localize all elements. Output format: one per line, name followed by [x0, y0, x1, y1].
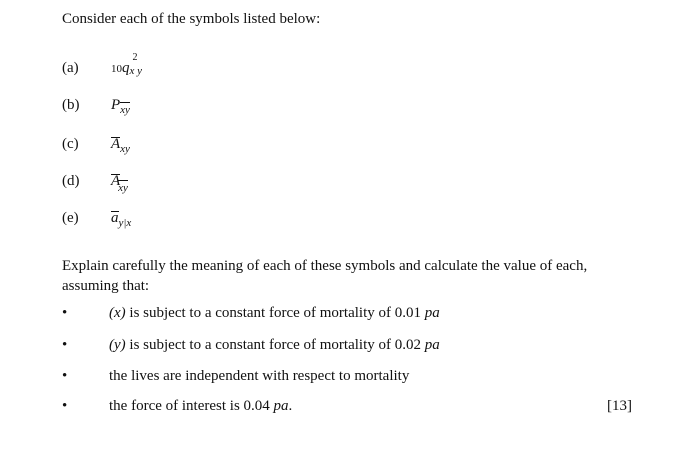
- symbol-a-base: q: [122, 60, 130, 76]
- marks-label: [13]: [607, 398, 632, 414]
- bullet-icon: •: [62, 305, 68, 321]
- assumption-4-end: .: [288, 398, 293, 414]
- symbol-d: [111, 173, 130, 194]
- symbol-e-base: a: [111, 210, 119, 226]
- assumption-text-4: [109, 398, 292, 415]
- symbol-label-c: (c): [62, 136, 79, 152]
- assumption-item-4: [62, 398, 642, 420]
- bullet-icon: •: [62, 368, 68, 384]
- symbol-c: [111, 136, 130, 153]
- symbol-e-sub: y|x: [118, 217, 132, 229]
- assumption-1-life: (x): [109, 305, 126, 321]
- symbol-c-base: A: [111, 136, 121, 152]
- intro-text: Consider each of the symbols listed below:: [62, 11, 321, 27]
- symbol-a: [111, 52, 150, 77]
- symbol-label-d: (d): [62, 173, 80, 189]
- symbol-a-sub: x y: [129, 65, 143, 77]
- symbol-e: [111, 210, 131, 227]
- bullet-icon: •: [62, 398, 68, 414]
- bullet-icon: •: [62, 337, 68, 353]
- symbol-d-base: A: [111, 173, 121, 189]
- symbol-d-sub: xy: [118, 182, 128, 194]
- symbol-a-prefix: 10: [111, 63, 122, 75]
- symbol-label-a: (a): [62, 60, 79, 76]
- explain-text: Explain carefully the meaning of each of these symbols and calculate the value of each, assuming that:: [62, 258, 588, 294]
- symbol-a-sup: 2: [132, 52, 138, 63]
- assumption-1-unit: pa: [424, 305, 440, 321]
- assumption-item-1: [62, 305, 642, 327]
- assumption-text-2: [109, 337, 440, 354]
- assumption-2-life: (y): [109, 337, 126, 353]
- assumption-4-body: the force of interest is 0.04: [109, 398, 274, 414]
- symbol-b-sub: xy: [120, 104, 130, 116]
- assumption-1-body: is subject to a constant force of mortality of 0.01: [125, 305, 425, 321]
- symbol-b-base: P: [111, 97, 121, 113]
- assumption-text-1: [109, 305, 440, 322]
- assumption-item-2: [62, 337, 642, 359]
- symbol-label-b: (b): [62, 97, 80, 113]
- assumption-2-unit: pa: [424, 337, 440, 353]
- symbol-b: [111, 97, 130, 114]
- assumption-4-unit: pa: [273, 398, 289, 414]
- assumption-text-3: the lives are independent with respect to mortality: [109, 368, 410, 384]
- assumption-item-3: [62, 368, 642, 390]
- symbol-label-e: (e): [62, 210, 79, 226]
- assumption-2-body: is subject to a constant force of mortality of 0.02: [125, 337, 425, 353]
- symbol-c-sub: xy: [120, 143, 130, 155]
